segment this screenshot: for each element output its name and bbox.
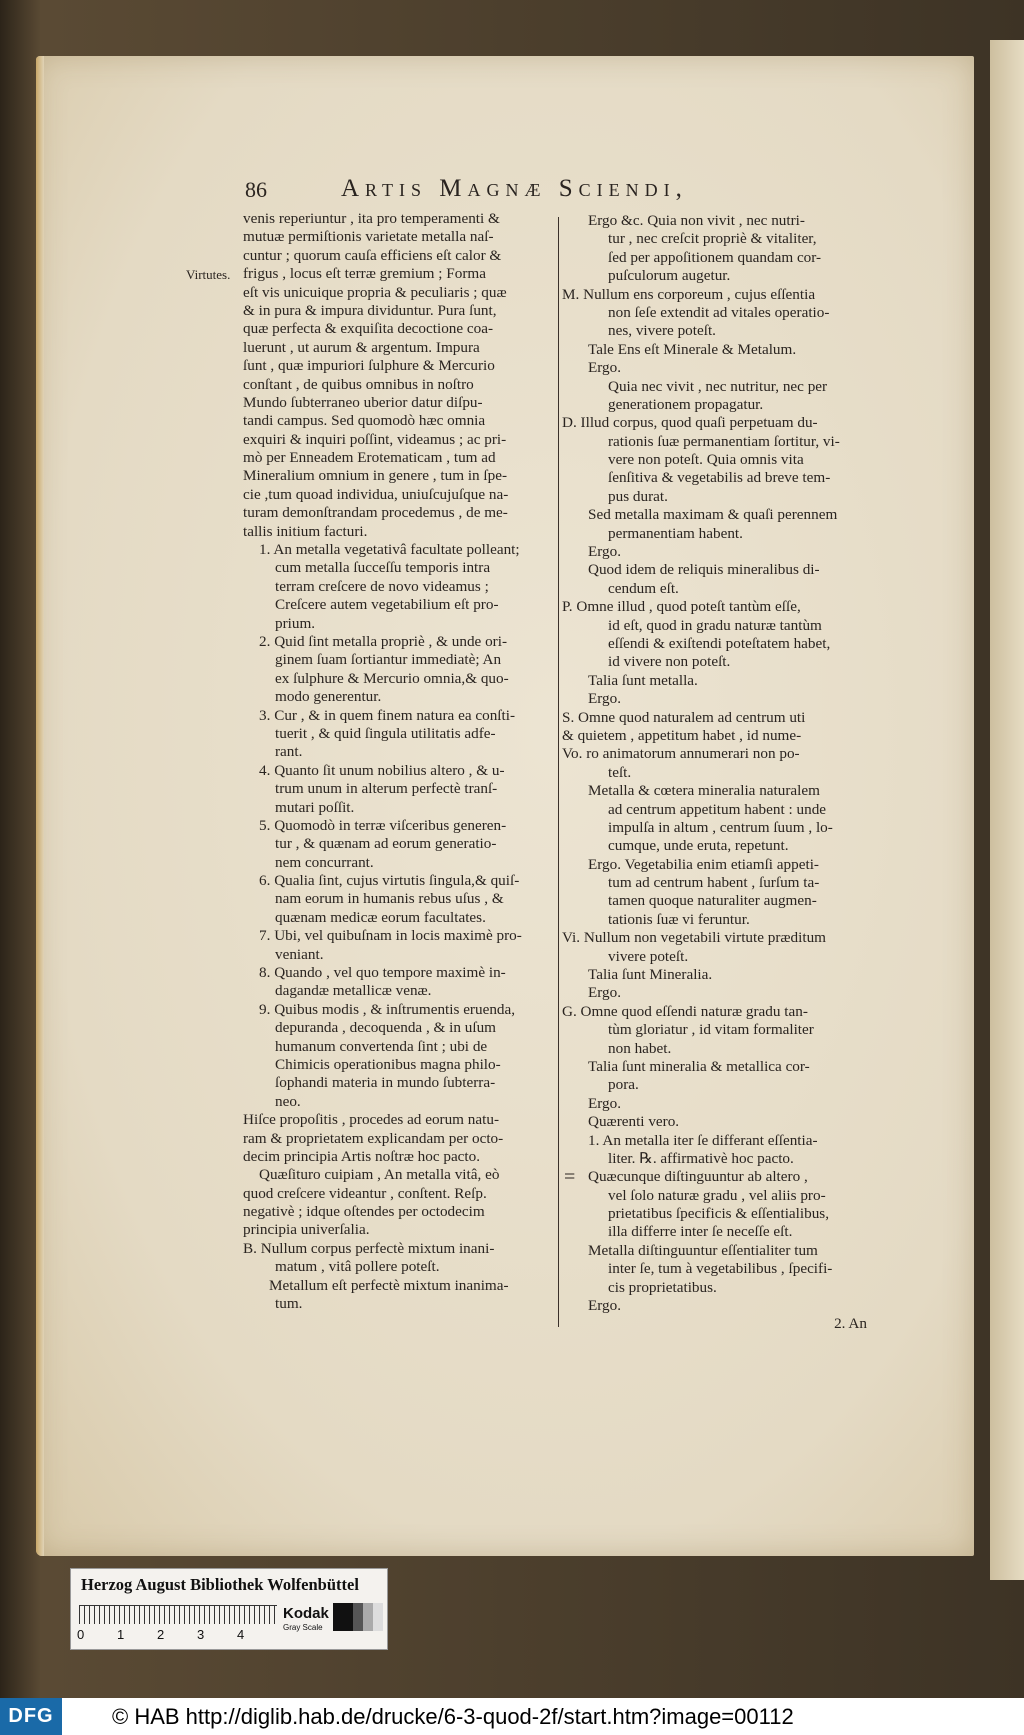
text-line: Mineralium omnium in genere , tum in ſpe- xyxy=(243,467,508,485)
ruler-number: 2 xyxy=(157,1627,165,1642)
text-line: tùm gloriatur , id vitam formaliter xyxy=(608,1021,814,1039)
text-line: B. Nullum corpus perfectè mixtum inani- xyxy=(243,1239,495,1257)
text-line: 9. Quibus modis , & inſtrumentis eruenda, xyxy=(259,1000,516,1018)
text-line: 4. Quanto ſit unum nobilius altero , & u- xyxy=(259,761,505,779)
text-line: 1. An metalla iter ſe differant eſſentia- xyxy=(588,1131,818,1149)
ruler-number: 3 xyxy=(197,1627,205,1642)
text-line: pora. xyxy=(608,1076,639,1094)
ruler-ticks xyxy=(79,1605,277,1624)
text-line: Creſcere autem vegetabilium eſt pro- xyxy=(275,596,499,614)
text-line: Ergo. xyxy=(588,1094,622,1112)
text-line: turam demonſtrandam procedemus , de me- xyxy=(243,504,508,522)
text-line: 7. Ubi, vel quibuſnam in locis maximè pro- xyxy=(259,927,522,945)
text-line: nes, vivere poteſt. xyxy=(608,322,716,340)
text-line: exquiri & inquiri poſſint, videamus ; ac pri- xyxy=(243,430,507,448)
text-line: modo generentur. xyxy=(275,688,382,706)
text-line: 1. An metalla vegetativâ facultate polleant; xyxy=(259,541,520,559)
text-line: tum ad centrum habent , ſurſum ta- xyxy=(608,874,820,892)
text-line: ram & proprietatem explicandam per octo- xyxy=(243,1129,504,1147)
footer-copyright-link[interactable]: © HAB http://diglib.hab.de/drucke/6-3-quod-2f/start.htm?image=00112 xyxy=(112,1704,794,1729)
text-line: ginem ſuam ſortiantur immediatè; An xyxy=(275,651,502,669)
column-rule xyxy=(558,217,559,1327)
text-line: G. Omne quod eſſendi naturæ gradu tan- xyxy=(562,1002,808,1020)
equals-glyph: = xyxy=(564,1166,576,1188)
running-header xyxy=(245,175,865,215)
text-line: Metallum eſt perfectè mixtum inanima- xyxy=(269,1276,509,1294)
text-line: tationis ſuæ vi feruntur. xyxy=(608,910,750,928)
color-ruler xyxy=(70,1568,388,1650)
text-line: teſt. xyxy=(608,763,632,781)
text-line: Ergo &c. Quia non vivit , nec nutri- xyxy=(588,212,805,229)
text-line: Chimicis operationibus magna philo- xyxy=(275,1055,501,1073)
text-line: permanentiam habent. xyxy=(608,524,743,542)
text-line: tamen quoque naturaliter augmen- xyxy=(608,892,817,910)
text-line: 6. Qualia ſint, cujus virtutis ſingula,& quiſ- xyxy=(259,872,520,890)
left-column xyxy=(243,210,553,1313)
text-line: rationis ſuæ permanentiam ſortitur, vi- xyxy=(608,432,840,450)
text-line: ſenſitiva & vegetabilis ad breve tem- xyxy=(608,469,831,487)
text-line: Quærenti vero. xyxy=(588,1113,680,1131)
text-line: Quæſituro cuipiam , An metalla vitâ, eò xyxy=(259,1166,500,1184)
text-line: Mundo ſubterraneo uberior datur diſpu- xyxy=(243,393,483,411)
text-line: mò per Enneadem Erotematicam , tum ad xyxy=(243,449,496,467)
text-line: Talia ſunt mineralia & metallica cor- xyxy=(588,1057,810,1075)
text-line: Ergo. xyxy=(588,984,622,1002)
text-line: Ergo. xyxy=(588,543,622,561)
kodak-brand: Kodak xyxy=(283,1605,329,1622)
text-line: tuerit , & quid ſingula utilitatis adfe- xyxy=(275,724,496,742)
text-line: terram creſcere de novo videamus ; xyxy=(275,577,489,595)
text-line: tur , & quænam ad eorum generatio- xyxy=(275,835,497,853)
text-line: non ſeſe extendit ad vitales operatio- xyxy=(608,303,830,321)
text-line: liter. ℞. affirmativè hoc pacto. xyxy=(608,1149,794,1167)
text-line: Quod idem de reliquis mineralibus di- xyxy=(588,561,820,579)
text-line: Tale Ens eſt Minerale & Metalum. xyxy=(588,340,797,358)
gray-scale-label: Gray Scale xyxy=(283,1623,323,1632)
text-line: ſophandi materia in mundo ſubterra- xyxy=(275,1074,496,1092)
text-line: Talia ſunt metalla. xyxy=(588,671,698,689)
text-line: veniant. xyxy=(275,945,324,963)
text-line: cie ,tum quoad individua, uniuſcujuſque na- xyxy=(243,485,509,503)
text-line: tallis initium facturi. xyxy=(243,522,368,540)
text-line: non habet. xyxy=(608,1039,672,1057)
text-line: inter ſe, tum à vegetabilibus , ſpecifi- xyxy=(608,1260,833,1278)
text-line: 3. Cur , & in quem finem natura ea conſti- xyxy=(259,706,516,724)
text-line: 2. An xyxy=(834,1315,867,1333)
text-line: S. Omne quod naturalem ad centrum uti xyxy=(562,708,806,726)
text-line: M. Nullum ens corporeum , cujus eſſentia xyxy=(562,285,816,303)
text-line: tur , nec creſcit propriè & vitaliter, xyxy=(608,230,817,248)
ruler-number: 0 xyxy=(77,1627,85,1642)
text-line: & in pura & impura dividuntur. Pura ſunt, xyxy=(243,301,497,319)
text-line: venis reperiuntur , ita pro temperamenti & xyxy=(243,210,500,227)
text-line: 2. Quid ſint metalla propriè , & unde ori- xyxy=(259,632,508,650)
text-line: prietatibus ſpecificis & eſſentialibus, xyxy=(608,1205,830,1223)
ruler-number: 1 xyxy=(117,1627,125,1642)
text-line: quænam medicæ eorum facultates. xyxy=(275,908,486,926)
text-line: pus durat. xyxy=(608,487,668,505)
text-line: vel ſolo naturæ gradu , vel aliis pro- xyxy=(608,1186,826,1204)
text-line: id eſt, quod in gradu naturæ tantùm xyxy=(608,616,822,634)
ruler-number: 4 xyxy=(237,1627,245,1642)
text-line: Ergo. xyxy=(588,359,622,377)
text-line: Ergo. xyxy=(588,690,622,708)
text-line: Vi. Nullum non vegetabili virtute præditum xyxy=(562,929,826,947)
text-line: conſtant , de quibus omnibus in noſtro xyxy=(243,375,474,393)
page-edge xyxy=(36,56,44,1556)
text-line: Ergo. Vegetabilia enim etiamſi appeti- xyxy=(588,855,819,873)
text-line: cumque, unde eruta, repetunt. xyxy=(608,837,789,855)
text-line: principia univerſalia. xyxy=(243,1221,370,1239)
text-line: Quæcunque diſtinguuntur ab altero , xyxy=(588,1168,808,1186)
dfg-logo: DFG xyxy=(0,1698,62,1735)
text-line: tandi campus. Sed quomodò hæc omnia xyxy=(243,412,486,430)
text-line: nam eorum in humanis rebus uſus , & xyxy=(275,890,504,908)
text-line: matum , vitâ pollere poteſt. xyxy=(275,1258,440,1276)
text-line: 8. Quando , vel quo tempore maximè in- xyxy=(259,964,506,982)
text-line: Talia ſunt Mineralia. xyxy=(588,966,713,984)
text-line: depuranda , decoquenda , & in uſum xyxy=(275,1019,496,1037)
text-line: rant. xyxy=(275,743,303,761)
running-title: Artis Magnæ Sciendi, xyxy=(341,175,688,202)
text-line: dagandæ metallicæ venæ. xyxy=(275,982,432,1000)
text-line: trum unum in alterum perfectè tranſ- xyxy=(275,780,498,798)
text-line: Ergo. xyxy=(588,1297,622,1315)
text-line: illa differre inter ſe neceſſe eſt. xyxy=(608,1223,793,1241)
text-line: quod creſcere videantur , conſtent. Reſp. xyxy=(243,1184,487,1202)
text-line: vivere poteſt. xyxy=(608,947,689,965)
text-line: Sed metalla maximam & quaſi perennem xyxy=(588,506,838,524)
text-line: P. Omne illud , quod poteſt tantùm eſſe, xyxy=(562,598,801,616)
text-line: id vivere non poteſt. xyxy=(608,653,731,671)
text-line: D. Illud corpus, quod quaſi perpetuam du- xyxy=(562,414,818,432)
text-line: ad centrum appetitum habent : unde xyxy=(608,800,827,818)
library-name: Herzog August Bibliothek Wolfenbüttel xyxy=(81,1575,359,1594)
text-line: vere non poteſt. Quia omnis vita xyxy=(608,451,804,469)
text-line: frigus , locus eſt terræ gremium ; Forma xyxy=(243,265,486,283)
text-line: & quietem , appetitum habet , id nume- xyxy=(562,726,802,744)
text-line: Metalla diſtinguuntur eſſentialiter tum xyxy=(588,1241,818,1259)
text-line: impulſa in altum , centrum ſuum , lo- xyxy=(608,818,833,836)
text-line: mutuæ permiſtionis varietate metalla naſ- xyxy=(243,228,494,246)
text-line: nem concurrant. xyxy=(275,853,374,871)
text-line: Metalla & cœtera mineralia naturalem xyxy=(588,782,820,800)
text-line: prium. xyxy=(275,614,316,632)
facing-page-edge xyxy=(990,40,1024,1580)
text-line: Vo. ro animatorum annumerari non po- xyxy=(562,745,800,763)
text-line: luerunt , ut aurum & argentum. Impura xyxy=(243,338,480,356)
text-line: decim principia Artis noſtræ hoc pacto. xyxy=(243,1147,481,1165)
text-line: Quia nec vivit , nec nutritur, nec per xyxy=(608,377,828,395)
text-line: cis proprietatibus. xyxy=(608,1278,717,1296)
text-line: ſed per appoſitionem quandam cor- xyxy=(608,248,822,266)
text-line: puſculorum augetur. xyxy=(608,267,731,285)
text-line: generationem propagatur. xyxy=(608,395,764,413)
page-number: 86 xyxy=(245,177,267,202)
right-column xyxy=(562,212,867,1334)
text-line: negativè ; idque oſtendes per octodecim xyxy=(243,1203,485,1221)
text-line: eſſendi & exiſtendi poteſtatem habet, xyxy=(608,634,831,652)
text-line: 5. Quomodò in terræ viſceribus generen- xyxy=(259,816,507,834)
text-line: neo. xyxy=(275,1092,301,1110)
text-line: ſunt , quæ impuriori ſulphure & Mercurio xyxy=(243,357,495,375)
text-line: cendum eſt. xyxy=(608,579,679,597)
text-line: humanum convertenda ſint ; ubi de xyxy=(275,1037,488,1055)
text-line: ex ſulphure & Mercurio omnia,& quo- xyxy=(275,669,509,687)
text-line: Hiſce propoſitis , procedes ad eorum natu- xyxy=(243,1111,499,1129)
text-line: cum metalla ſucceſſu temporis intra xyxy=(275,559,491,577)
text-line: eſt vis unicuique propria & peculiaris ; quæ xyxy=(243,283,507,301)
margin-note: Virtutes. xyxy=(186,267,231,282)
text-line: quæ perfecta & exquiſita decoctione coa- xyxy=(243,320,494,338)
text-line: cuntur ; quorum cauſa efficiens eſt calor & xyxy=(243,246,502,264)
text-line: tum. xyxy=(275,1295,303,1313)
text-line: mutari poſſit. xyxy=(275,798,355,816)
gray-scale-patches xyxy=(333,1603,383,1631)
